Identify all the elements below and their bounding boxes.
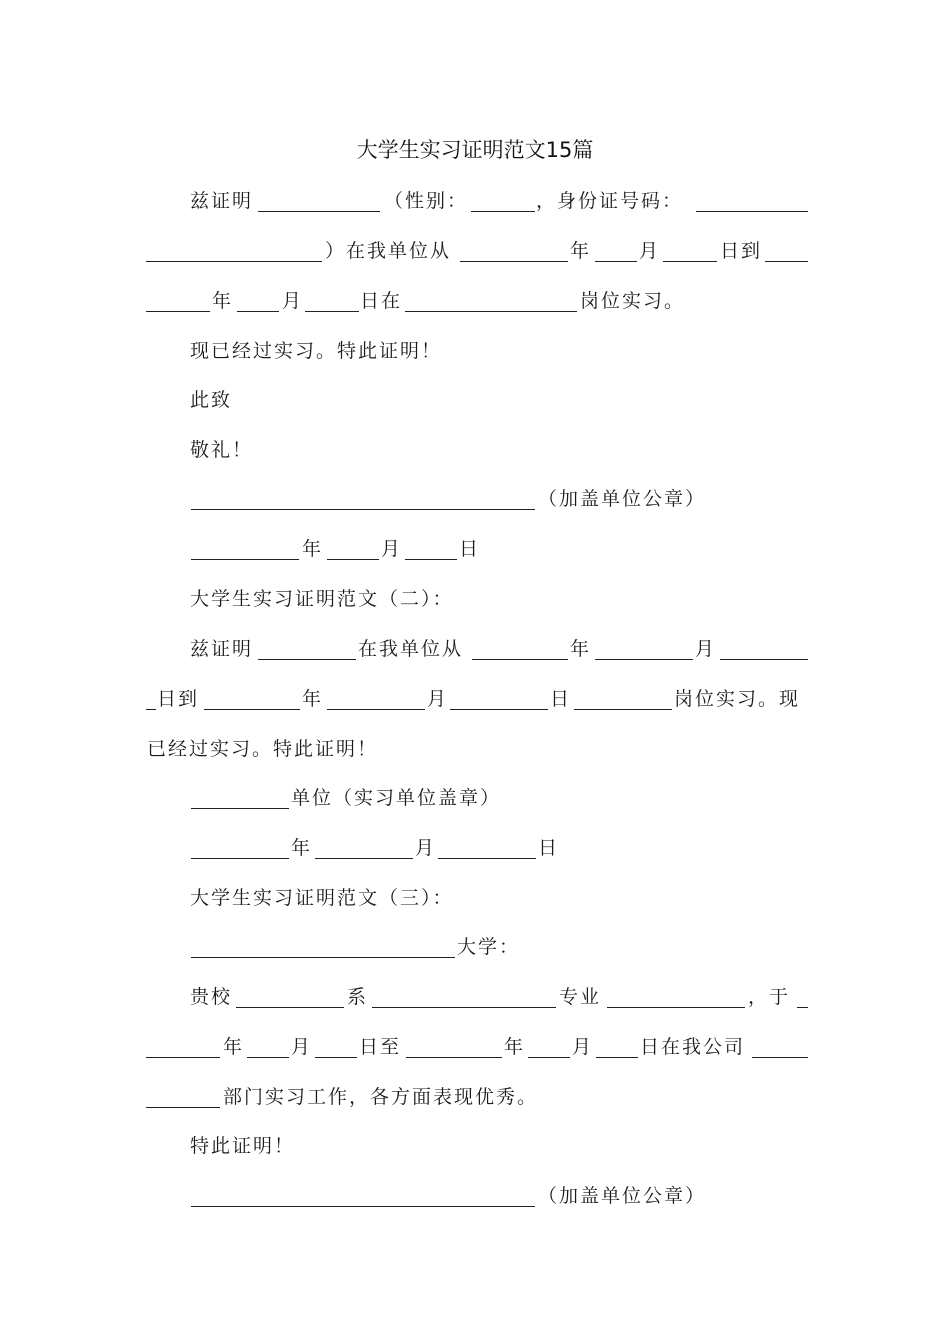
text: ，于 [748,986,791,1008]
s3-line-1 [0,931,950,963]
text: ，身份证号码： [536,190,684,212]
text: 月 [282,290,304,312]
blank-month [595,239,637,262]
blank-year [191,537,299,560]
blank-major [372,985,556,1008]
text: 兹证明 [190,638,254,660]
text: 日在我公司 [640,1036,746,1058]
blank-gender [471,189,535,212]
text: 兹证明 [190,190,254,212]
blank-name [258,189,380,212]
blank-name [258,637,356,660]
text: 年 [504,1036,526,1058]
blank-department [236,985,344,1008]
document-title: 大学生实习证明范文15篇 [356,138,594,162]
blank-year [472,637,568,660]
text: 岗位实习。现 [674,688,801,710]
blank-university [191,935,455,958]
blank-year2-cont [146,289,210,312]
s1-line-2 [0,235,950,267]
blank-seal [191,487,535,510]
blank-day [450,687,548,710]
blank-dept [752,1035,808,1058]
blank-post [405,289,577,312]
text: 年 [212,290,234,312]
blank-year [204,687,300,710]
text: （加盖单位公章） [538,488,707,510]
blank-day [315,1035,357,1058]
text: 已经过实习。特此证明！ [147,738,379,760]
text: 月 [695,638,717,660]
text: 月 [572,1036,594,1058]
text: （性别： [384,190,469,212]
text: 大学： [457,936,521,958]
text: 日 [459,538,481,560]
text: 年 [291,837,313,859]
text: 日到 [720,240,763,262]
s3-line-4 [0,1081,950,1113]
text: 年 [223,1036,245,1058]
text: 敬礼！ [190,439,254,461]
s3-heading [0,882,950,914]
text: 部门实习工作，各方面表现优秀。 [223,1086,539,1108]
s3-line-5 [0,1130,950,1162]
blank-month2 [237,289,279,312]
text: 贵校 [190,986,233,1008]
s3-line-3 [0,1031,950,1063]
text: （加盖单位公章） [538,1185,707,1207]
text: 年 [302,538,324,560]
blank-day [438,836,536,859]
blank-student [607,985,745,1008]
blank-year [460,239,568,262]
blank-post [574,687,672,710]
blank-day [405,537,457,560]
text: ）在我单位从 [325,240,452,262]
text: 月 [381,538,403,560]
blank-month [595,637,693,660]
text: 现已经过实习。特此证明！ [190,340,443,362]
blank-year [797,985,808,1008]
text: 系 [347,986,369,1008]
blank-year2 [406,1035,502,1058]
text: 月 [415,837,437,859]
s1-line-5 [0,384,950,416]
blank-seal [191,1184,535,1207]
blank-dept-cont [146,1085,220,1108]
s3-line-6 [0,1180,950,1212]
s2-line-1 [0,633,950,665]
blank-day [720,637,808,660]
text: 日 [550,688,572,710]
section-heading: 大学生实习证明范文（三）： [190,887,454,909]
blank-day [663,239,717,262]
blank-month [327,537,379,560]
s1-line-8 [0,533,950,565]
s1-line-6 [0,434,950,466]
blank-month [315,836,413,859]
s2-line-2 [0,683,950,715]
text: 岗位实习。 [580,290,686,312]
text: 单位（实习单位盖章） [291,787,502,809]
blank-month2 [528,1035,570,1058]
text: 此致 [190,389,233,411]
text: 专业 [559,986,602,1008]
text: 特此证明！ [190,1135,296,1157]
text: 月 [427,688,449,710]
s1-line-7 [0,483,950,515]
text: 日在 [360,290,403,312]
blank-month [327,687,425,710]
s2-line-5 [0,832,950,864]
blank-id-cont [146,239,322,262]
s2-line-3 [0,733,950,765]
text: 月 [639,240,661,262]
text: 日至 [359,1036,402,1058]
s1-line-4 [0,335,950,367]
text: 日到 [157,688,200,710]
s2-heading [0,583,950,615]
section-heading: 大学生实习证明范文（二）： [190,588,454,610]
text: 年 [570,240,592,262]
blank-unit [191,786,289,809]
text: 月 [291,1036,313,1058]
s1-line-1 [0,185,950,217]
blank-day2 [596,1035,638,1058]
blank-id [696,189,808,212]
s1-line-3 [0,285,950,317]
blank-month [247,1035,289,1058]
s2-line-4 [0,782,950,814]
blank-year2 [765,239,808,262]
text: 日 [538,837,560,859]
text: 年 [570,638,592,660]
blank-day2 [305,289,359,312]
blank-year-cont [146,1035,220,1058]
blank-day-cont [146,687,156,710]
s3-line-2 [0,981,950,1013]
blank-year [191,836,289,859]
text: 年 [302,688,324,710]
text: 在我单位从 [358,638,464,660]
